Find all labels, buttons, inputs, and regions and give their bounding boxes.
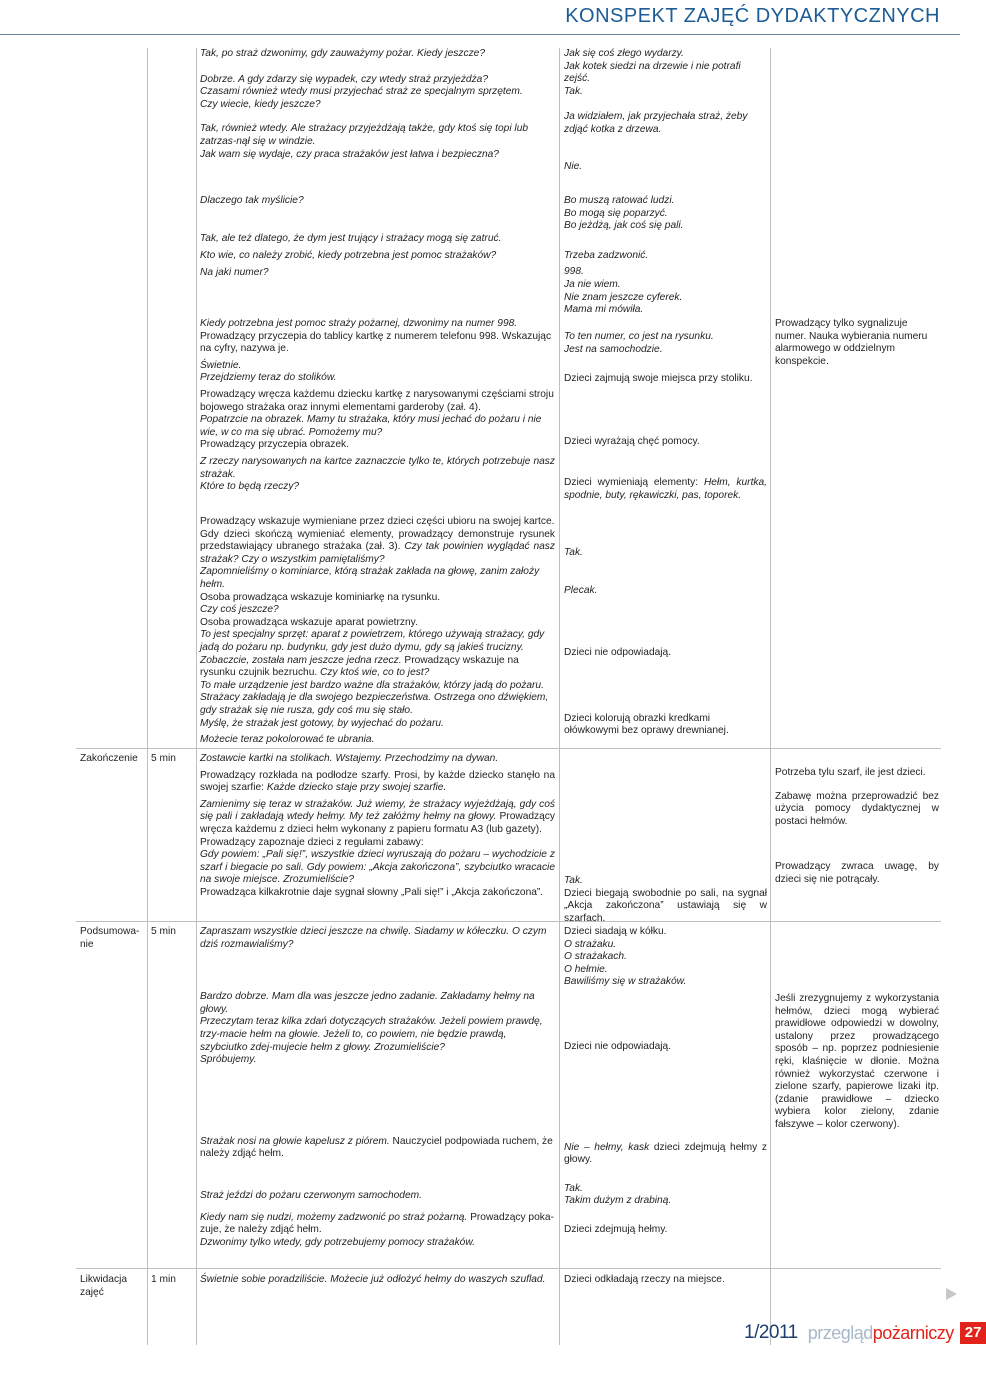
paragraph: Mama mi mówiła. — [564, 304, 644, 316]
paragraph: Nie. — [564, 160, 583, 172]
paragraph: Prowadzący przyczepia obrazek. — [200, 439, 349, 451]
paragraph: Które to będą rzeczy? — [200, 481, 300, 493]
paragraph: Dzieci biegają swobodnie po sali, na sygnał „Akcja zakończona” ustawiają się w szarfach. — [564, 887, 767, 924]
page-number: 27 — [960, 1322, 986, 1344]
paragraph: Dlaczego tak myślicie? — [200, 195, 304, 206]
paragraph — [200, 770, 555, 795]
paragraph: Tak. — [564, 547, 583, 558]
text-run: Zamienimy się teraz w strażaków. Już wiemy, że strażacy wyjeżdżają, gdy coś się pali i zakładają wtedy hełmy. My też załóżmy hełmy na głowy. — [200, 798, 555, 823]
paragraph: Dzieci zdejmują hełmy. — [564, 1223, 668, 1235]
paragraph: Bo jeżdżą, jak coś się pali. — [564, 220, 684, 232]
children-cell — [564, 926, 767, 1237]
paragraph: Prowadzący zapoznaje dzieci z regułami zabawy: — [200, 836, 424, 848]
text-run: Prowadzący wskazuje na rysunku czujnik bezruchu. — [200, 654, 519, 679]
paragraph: Czy wiecie, kiedy jeszcze? — [200, 98, 321, 110]
row-divider — [76, 1268, 941, 1269]
paragraph: O strażakach. — [564, 951, 627, 963]
paragraph: Świetnie sobie poradziliście. Możecie już odłożyć hełmy do waszych szuflad. — [200, 1274, 546, 1285]
paragraph: Bardzo dobrze. Mam dla was jeszcze jedno zadanie. Zakładamy hełmy na głowy. — [200, 991, 535, 1015]
text-run: Hełm, kurtka, spodnie, buty, rękawiczki, pas, toporek. — [564, 477, 767, 501]
paragraph: Likwidacja zajęć — [80, 1274, 127, 1298]
paragraph: Ja nie wiem. — [564, 278, 621, 290]
duration-cell — [151, 926, 196, 939]
paragraph: Podsumowa-nie — [80, 926, 140, 950]
paragraph: Dzieci zajmują swoje miejsca przy stoliku. — [564, 373, 753, 385]
paragraph: Bo mogą się poparzyć. — [564, 207, 668, 219]
paragraph: Dzwonimy tylko wtedy, gdy potrzebujemy pomocy strażaków. — [200, 1236, 475, 1248]
children-cell — [564, 48, 767, 173]
paragraph: Osoba prowadząca wskazuje aparat powietrzny. — [200, 616, 418, 628]
paragraph: Trzeba zadzwonić. — [564, 249, 649, 261]
paragraph: O hełmie. — [564, 963, 608, 975]
paragraph: To małe urządzenie jest bardzo ważne dla strażaków, którzy jadą do pożaru. Strażacy zakładają je dla swojego bezpieczeństwa. Ostrzega ono dźwiękiem, gdy strażak się nie rusza, gdy coś mu się stało. — [200, 679, 549, 716]
children-cell — [564, 753, 767, 925]
text-run: Nauczyciel podpowiada ruchem, że należy zdjąć hełm. — [200, 1135, 553, 1160]
paragraph: Nie znam jeszcze cyferek. — [564, 291, 683, 303]
text-run: Prowadzący rozkłada na podłodze szarfy. Prosi, by każde dziecko stanęło na swojej szarfie: — [200, 769, 555, 794]
paragraph: Prowadzący tylko sygnalizuje numer. Nauka wybierania numeru alarmowego w oddzielnym konspekcie. — [775, 318, 928, 367]
paragraph: Zapraszam wszystkie dzieci jeszcze na chwilę. Siadamy w kółeczku. O czym dziś rozmawialiśmy? — [200, 926, 547, 950]
text-run: Zobaczcie, została nam jeszcze jedna rzecz. — [200, 654, 405, 666]
paragraph: Zostawcie kartki na stolikach. Wstajemy. Przechodzimy na dywan. — [200, 753, 499, 764]
notes-cell — [775, 926, 939, 1132]
column-divider — [770, 48, 771, 1345]
paragraph: Ja widziałem, jak przyjechała straż, żeby zdjąć kotka z drzewa. — [564, 111, 748, 135]
paragraph: Dzieci siadają w kółku. — [564, 926, 667, 937]
paragraph: Jeśli zrezygnujemy z wykorzystania hełmów, dzieci mogą wybierać prawidłowe odpowiedzi w dowolny, ustalony przez prowadzącego sposób – np. poprzez podniesienie ręki, klaśnięcie w dłonie. Można również wykorzystać czerwone i zielone szarfy, papierowe lizaki itp. (zdanie prawidłowe – dziecko wybiera kolor zielony, zdanie fałszywe – kolor czerwony). — [775, 993, 939, 1130]
paragraph: Dobrze. A gdy zdarzy się wypadek, czy wtedy straż przyjeżdża? — [200, 73, 489, 85]
magazine-logo — [808, 1322, 954, 1344]
paragraph: Myślę, że strażak jest gotowy, by wyjechać do pożaru. — [200, 717, 444, 729]
paragraph — [200, 1136, 555, 1161]
column-divider — [147, 48, 148, 1345]
paragraph: Zapomnieliśmy o kominiarce, którą strażak zakłada na głowę, zanim założy hełm. — [200, 566, 540, 590]
header-rule — [0, 34, 960, 35]
logo-text-part1: przegląd — [807, 1323, 873, 1343]
paragraph: Tak, po straż dzwonimy, gdy zauważymy pożar. Kiedy jeszcze? — [200, 48, 485, 59]
paragraph: Możecie teraz pokolorować te ubrania. — [200, 734, 375, 746]
paragraph: Przejdziemy teraz do stolików. — [200, 372, 337, 384]
paragraph: Prowadzący wskazuje wymieniane przez dzieci części ubioru na swojej kartce. — [200, 516, 555, 527]
logo-text-part2: pożarniczy — [872, 1323, 954, 1343]
phase-cell — [80, 753, 146, 766]
paragraph: Dzieci odkładają rzeczy na miejsce. — [564, 1274, 725, 1285]
paragraph: 5 min — [151, 753, 176, 764]
paragraph: Spróbujemy. — [200, 1054, 257, 1066]
issue-number: 1/2011 — [744, 1322, 798, 1343]
paragraph — [200, 655, 555, 680]
paragraph: Dzieci wyrażają chęć pomocy. — [564, 435, 700, 447]
row-divider — [76, 921, 941, 922]
paragraph: To ten numer, co jest na rysunku. — [564, 331, 714, 342]
teacher-cell — [200, 926, 555, 1249]
paragraph: Prowadzący zwraca uwagę, by dzieci się nie potrącały. — [775, 861, 939, 885]
paragraph: Dzieci nie odpowiadają. — [564, 647, 672, 659]
text-run: Kiedy nam się nudzi, możemy zadzwonić po straż pożarną. — [200, 1211, 471, 1223]
paragraph: Czy coś jeszcze? — [200, 604, 279, 616]
paragraph: Kto wie, co należy zrobić, kiedy potrzebna jest pomoc strażaków? — [200, 250, 497, 262]
text-run: Nie – hełmy, kask — [564, 1141, 654, 1153]
children-cell — [564, 318, 767, 503]
header-title: KONSPEKT ZAJĘĆ DYDAKTYCZNYCH — [565, 5, 940, 27]
paragraph — [564, 477, 767, 502]
paragraph: Jak kotek siedzi na drzewie i nie potrafi zejść. — [564, 60, 741, 85]
paragraph: Przeczytam teraz kilka zdań dotyczących strażaków. Jeżeli powiem prawdę, trzy-macie hełm na głowie. Jeżeli to, co powiem, nie będzie prawdą, szybciutko zdej-mujecie hełm z głowy. Zrozumieliście? — [200, 1016, 543, 1053]
text-run: Czy tak powinien wyglądać nasz strażak? Czy o wszystkim pamiętaliśmy? — [200, 541, 555, 565]
paragraph: Plecak. — [564, 584, 598, 596]
phase-cell — [80, 926, 146, 951]
paragraph: Czasami również wtedy musi przyjechać straż ze specjalnym sprzętem. — [200, 86, 523, 98]
paragraph: Tak, również wtedy. Ale strażacy przyjeżdżają także, gdy ktoś się topi lub zatrzas-nął się w windzie. — [200, 123, 529, 147]
paragraph — [200, 799, 555, 837]
paragraph: 5 min — [151, 926, 176, 937]
text-run: Prowadzący poka-zuje, że należy zdjąć hełm. — [200, 1211, 554, 1236]
duration-cell — [151, 753, 196, 766]
paragraph: Tak. — [564, 85, 583, 97]
children-cell — [564, 516, 767, 738]
paragraph: Jak się coś złego wydarzy. — [564, 48, 684, 59]
paragraph: Takim dużym z drabiną. — [564, 1195, 672, 1207]
paragraph: Dzieci kolorują obrazki kredkami ołówkowymi bez oprawy drewnianej. — [564, 712, 729, 737]
paragraph: Dzieci nie odpowiadają. — [564, 1040, 672, 1052]
teacher-cell — [200, 318, 555, 494]
paragraph: Tak. — [564, 875, 583, 886]
paragraph — [200, 1212, 555, 1237]
paragraph: Jest na samochodzie. — [564, 343, 663, 355]
text-run: Czy ktoś wie, co to jest? — [320, 667, 430, 679]
paragraph: Tak, ale też dlatego, że dym jest trujący i strażacy mogą się zatruć. — [200, 232, 502, 244]
paragraph: Na jaki numer? — [200, 266, 269, 278]
paragraph: Świetnie. — [200, 359, 242, 371]
text-run: Prowadzący wręcza każdemu z dzieci hełm wykonany z papieru formatu A3 (lub gazety). — [200, 811, 555, 835]
notes-cell — [775, 753, 939, 887]
paragraph: 998. — [564, 266, 584, 278]
paragraph: Gdy powiem: „Pali się!”, wszystkie dzieci wyruszają do pożaru – wychodzicie z szarf i biegacie po sali. Gdy powiem: „Akcja zakończona”, szybciutko wracacie na swoje miejsce. Zrozumieliście? — [200, 849, 555, 886]
teacher-cell — [200, 516, 555, 747]
paragraph: Bo muszą ratować ludzi. — [564, 195, 675, 206]
paragraph: Osoba prowadząca wskazuje kominiarkę na rysunku. — [200, 591, 441, 603]
text-run: Każde dziecko staje przy swojej szarfie. — [266, 782, 447, 794]
text-run: Dzieci wymieniają elementy: — [564, 477, 704, 489]
text-run: Strażak nosi na głowie kapelusz z piórem. — [200, 1135, 393, 1147]
text-run: Gdy dzieci skończą wymieniać elementy, prowadzący demonstruje rysunek przedstawiający ubranego strażaka (zał. 3). — [200, 528, 555, 553]
paragraph: Jak wam się wydaje, czy praca strażaków jest łatwa i bezpieczna? — [200, 148, 499, 160]
paragraph: Straż jeździ do pożaru czerwonym samochodem. — [200, 1189, 422, 1201]
paragraph: O strażaku. — [564, 938, 617, 950]
teacher-cell — [200, 48, 555, 161]
phase-cell — [80, 1274, 146, 1299]
children-cell — [564, 195, 767, 317]
paragraph: Prowadząca kilkakrotnie daje sygnał słowny „Pali się!” i „Akcja zakończona”. — [200, 886, 544, 898]
paragraph: Bawiliśmy się w strażaków. — [564, 976, 687, 988]
paragraph — [200, 529, 555, 567]
paragraph — [564, 1142, 767, 1167]
paragraph: 1 min — [151, 1274, 176, 1285]
column-divider — [196, 48, 197, 1345]
teacher-cell — [200, 1274, 555, 1287]
paragraph: Z rzeczy narysowanych na kartce zaznaczcie tylko te, których potrzebuje nasz strażak. — [200, 455, 555, 480]
teacher-cell — [200, 753, 555, 900]
paragraph: Prowadzący przyczepia do tablicy kartkę z numerem telefonu 998. Wskazując na cyfry, nazywa je. — [200, 330, 552, 355]
notes-cell — [775, 318, 939, 368]
paragraph: Zakończenie — [80, 753, 138, 764]
duration-cell — [151, 1274, 196, 1287]
paragraph: Zabawę można przeprowadzić bez użycia pomocy dydaktycznej w postaci hełmów. — [775, 790, 939, 827]
paragraph: Prowadzący wręcza każdemu dziecku kartkę z narysowanymi częściami stroju bojowego strażaka oraz innymi elementami garderoby (zał. 4). — [200, 388, 554, 413]
column-divider — [559, 48, 560, 1345]
row-divider — [76, 748, 941, 749]
paragraph: To jest specjalny sprzęt: aparat z powietrzem, którego używają strażacy, gdy jadą do pożaru np. budynku, gdy jest dużo dymu, gdy są jakieś trucizny. — [200, 629, 545, 653]
paragraph: Kiedy potrzebna jest pomoc straży pożarnej, dzwonimy na numer 998. — [200, 318, 518, 329]
children-cell — [564, 1274, 767, 1287]
page-footer — [744, 1322, 986, 1344]
paragraph: Tak. — [564, 1182, 583, 1194]
next-page-arrow-icon — [946, 1288, 957, 1300]
text-run: dzieci zdejmują hełmy z głowy. — [564, 1141, 767, 1166]
teacher-cell — [200, 195, 555, 279]
paragraph: Potrzeba tylu szarf, ile jest dzieci. — [775, 767, 926, 778]
paragraph: Popatrzcie na obrazek. Mamy tu strażaka, który musi jechać do pożaru i nie wie, w co ma się ubrać. Pomożemy mu? — [200, 414, 542, 438]
